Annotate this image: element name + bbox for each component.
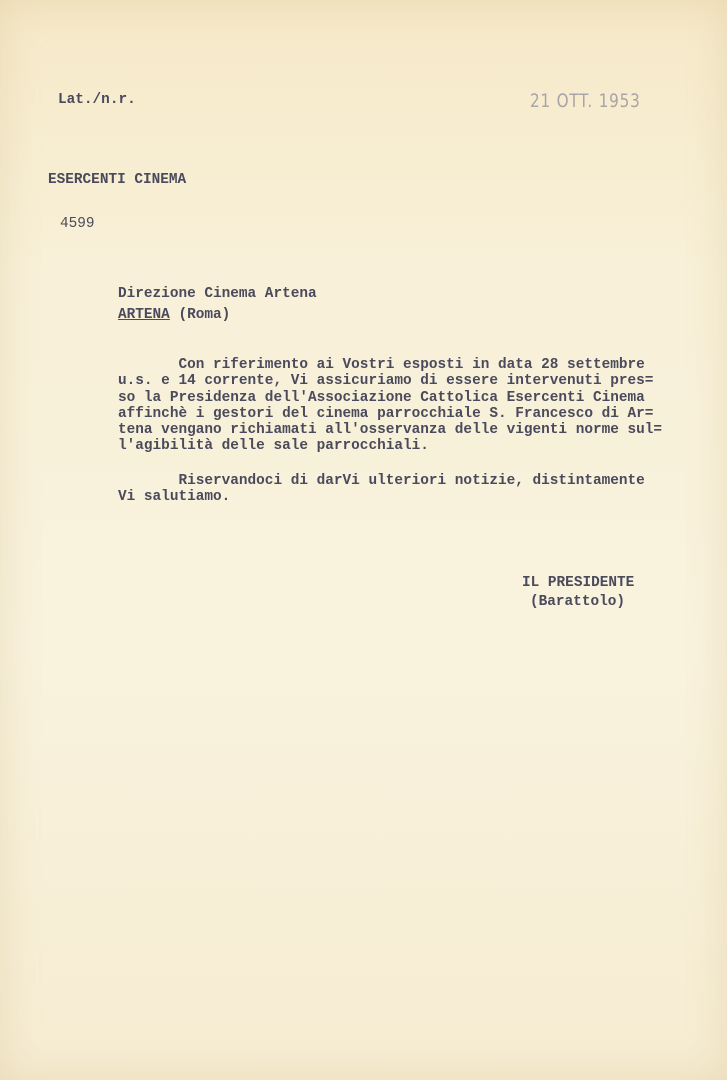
signature-title: IL PRESIDENTE [522,575,635,591]
reference-code: Lat./n.r. [58,92,136,108]
signature-name: (Barattolo) [530,594,625,610]
department-heading: ESERCENTI CINEMA [48,172,187,188]
body-line: tena vengano richiamati all'osservanza delle vigenti norme sul= [118,422,663,439]
recipient-province: (Roma) [178,307,231,323]
recipient-address [118,307,230,323]
body-line: Vi salutiamo. [118,489,231,506]
body-line: so la Presidenza dell'Associazione Cattolica Esercenti Cinema [118,389,645,406]
body-paragraph-1 [118,357,662,455]
date-stamp: 21 OTT. 1953 [530,90,641,112]
body-paragraph-2 [118,473,645,506]
body-line: Riservandoci di darVi ulteriori notizie, distintamente [118,473,645,489]
body-line: u.s. e 14 corrente, Vi assicuriamo di essere intervenuti pres= [118,373,654,390]
protocol-number: 4599 [60,216,95,232]
recipient-name: Direzione Cinema Artena [118,286,317,302]
body-line: l'agibilità delle sale parrocchiali. [118,438,429,455]
body-line: affinchè i gestori del cinema parrocchiale S. Francesco di Ar= [118,405,654,422]
recipient-city: ARTENA [118,307,170,323]
body-line: Con riferimento ai Vostri esposti in data 28 settembre [118,357,645,373]
